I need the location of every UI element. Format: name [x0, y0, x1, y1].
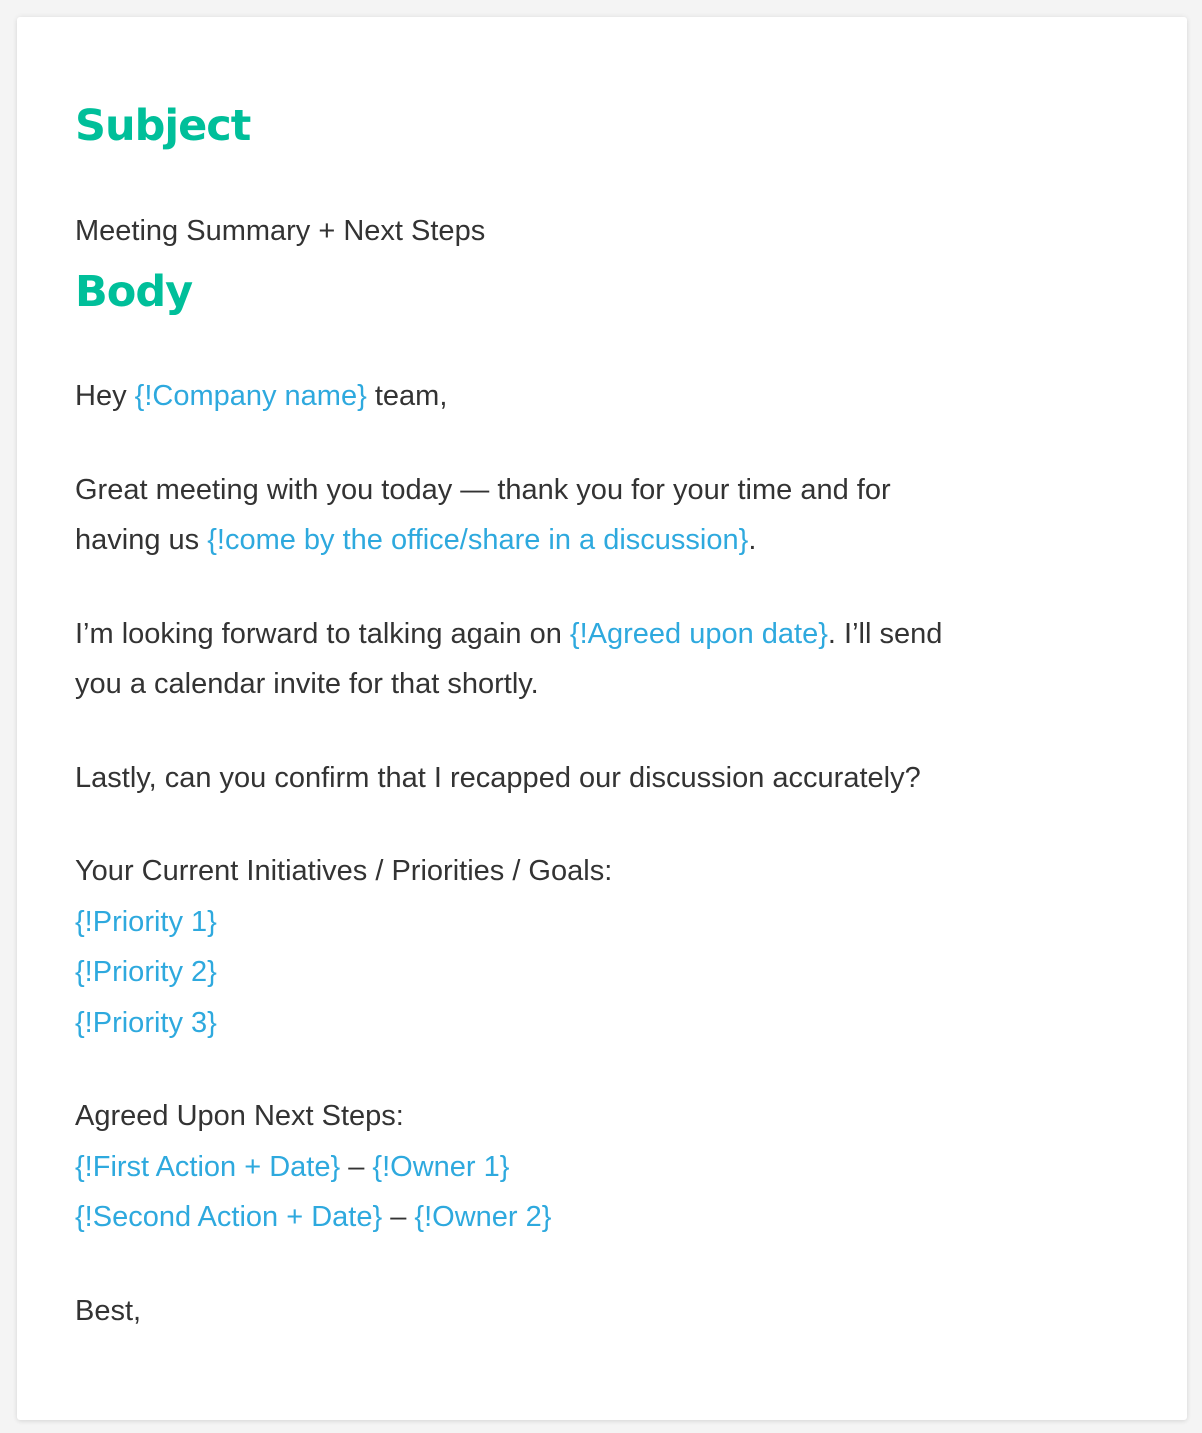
body-heading: Body	[75, 267, 193, 317]
text: . I’ll send	[827, 618, 943, 650]
variable-owner-1: {!Owner 1}	[372, 1151, 510, 1183]
text: Hey	[75, 380, 135, 412]
subject-heading: Subject	[75, 101, 251, 151]
variable-priority-1: {!Priority 1}	[75, 906, 217, 938]
signoff: Best,	[75, 1295, 142, 1327]
text: .	[748, 524, 757, 556]
text: team,	[366, 380, 448, 412]
paragraph-2-line-1	[75, 609, 942, 659]
variable-first-action: {!First Action + Date}	[75, 1151, 341, 1183]
next-step-2	[75, 1192, 551, 1242]
text: I’m looking forward to talking again on	[75, 618, 570, 650]
separator: –	[340, 1151, 373, 1183]
subject-text: Meeting Summary + Next Steps	[75, 215, 486, 247]
text: having us	[75, 524, 208, 556]
variable-second-action: {!Second Action + Date}	[75, 1201, 383, 1233]
variable-company-name: {!Company name}	[134, 380, 367, 412]
next-step-1	[75, 1142, 509, 1192]
email-template-card	[17, 17, 1187, 1420]
separator: –	[382, 1201, 415, 1233]
priorities-label: Your Current Initiatives / Priorities / Goals:	[75, 855, 613, 887]
paragraph-1-line-2	[75, 515, 756, 565]
variable-priority-2: {!Priority 2}	[75, 956, 217, 988]
paragraph-2-line-2: you a calendar invite for that shortly.	[75, 668, 539, 700]
next-steps-label: Agreed Upon Next Steps:	[75, 1100, 404, 1132]
variable-agreed-date: {!Agreed upon date}	[569, 618, 828, 650]
paragraph-1-line-1: Great meeting with you today — thank you for your time and for	[75, 474, 891, 506]
greeting-line	[75, 371, 447, 421]
variable-owner-2: {!Owner 2}	[414, 1201, 552, 1233]
variable-priority-3: {!Priority 3}	[75, 1007, 217, 1039]
variable-meeting-context: {!come by the office/share in a discussion}	[207, 524, 749, 556]
paragraph-3: Lastly, can you confirm that I recapped our discussion accurately?	[75, 762, 921, 794]
